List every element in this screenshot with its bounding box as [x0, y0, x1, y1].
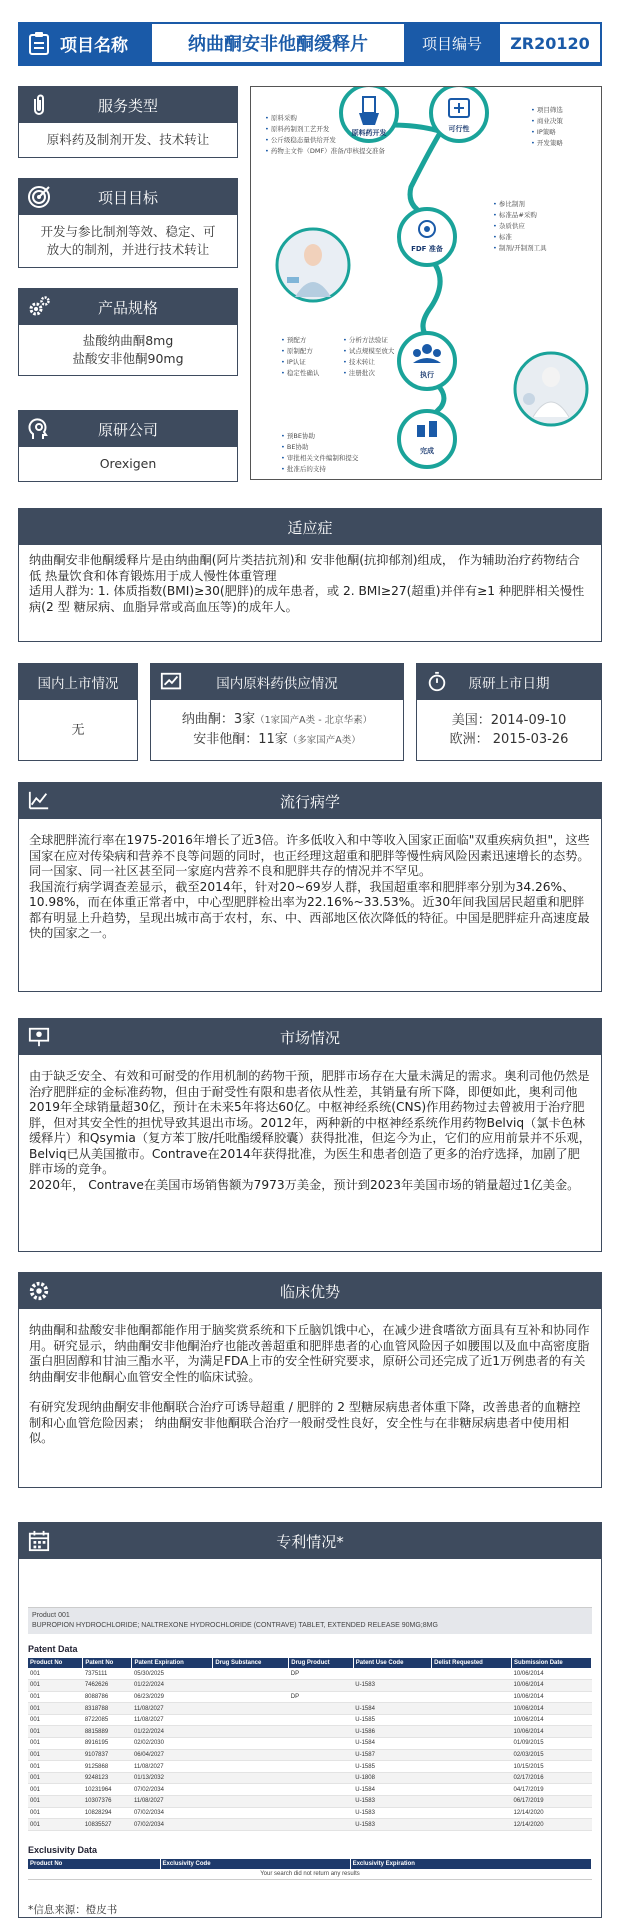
patent-column-header: Submission Date: [512, 1658, 592, 1668]
table-cell: [213, 1714, 289, 1726]
table-cell: U-1586: [353, 1726, 431, 1738]
table-cell: U-1587: [353, 1749, 431, 1761]
table-cell: [213, 1703, 289, 1715]
node-label: FDF 准备: [411, 245, 443, 253]
table-cell: [289, 1807, 354, 1819]
bullet-item: • 商业决策: [531, 116, 597, 127]
table-cell: 7375111: [83, 1668, 132, 1680]
header-divider: [18, 64, 602, 66]
table-cell: 8088786: [83, 1691, 132, 1703]
table-cell: 06/23/2029: [132, 1691, 213, 1703]
epidemiology-paragraph: 我国流行病学调查差显示，截至2014年，针对20~69岁人群，我国超重率和肥胖率分别为34.26%、10.98%，而在体重正常者中，中心型肥胖检出率为22.16%~33.53%。近30年间我国居民超重和肥胖都有明显上升趋势，呈现出城市高于农村，东、中、西部地区依次降低的特征。中国是肥胖症升高速度最快的国家之一。: [29, 879, 590, 940]
table-cell: 001: [28, 1668, 83, 1680]
table-cell: [432, 1819, 512, 1831]
table-cell: [432, 1796, 512, 1808]
table-cell: [353, 1668, 431, 1680]
table-cell: 11/08/2027: [132, 1703, 213, 1715]
line-chart-icon: [28, 790, 50, 812]
exclusivity-column-header: Exclusivity Code: [160, 1859, 350, 1869]
drug-name: 纳曲酮安非他酮缓释片: [150, 22, 406, 64]
epidemiology-section: [18, 782, 602, 992]
bullet-item: • 审批相关文件编制和提交: [281, 453, 399, 464]
table-cell: [432, 1691, 512, 1703]
bullet-item: • 试点规模至放大: [343, 346, 403, 357]
exclusivity-data-title: Exclusivity Data: [28, 1844, 98, 1855]
table-cell: [289, 1819, 354, 1831]
table-cell: U-1808: [353, 1772, 431, 1784]
table-cell: [432, 1738, 512, 1750]
table-cell: [289, 1761, 354, 1773]
table-cell: 02/17/2016: [512, 1772, 592, 1784]
complete-bullets: [281, 431, 399, 475]
product-header: Product 001 BUPROPION HYDROCHLORIDE; NALTREXONE HYDROCHLORIDE (CONTRAVE) TABLET, EXTENDED RELEASE 90MG;8MG: [28, 1607, 592, 1634]
lab-photo-right: [515, 353, 587, 425]
table-cell: [289, 1772, 354, 1784]
product-spec-box: [18, 288, 238, 376]
table-cell: 001: [28, 1772, 83, 1784]
table-cell: 06/04/2027: [132, 1749, 213, 1761]
market-section: [18, 1018, 602, 1252]
target-icon: [27, 185, 51, 209]
table-cell: [213, 1807, 289, 1819]
table-cell: 7462626: [83, 1680, 132, 1692]
table-cell: [289, 1738, 354, 1750]
api-dev-bullets: [265, 113, 401, 157]
domestic-market-title: 国内上市情况: [37, 676, 119, 692]
table-cell: 8722085: [83, 1714, 132, 1726]
gears-icon: [27, 295, 51, 319]
table-cell: 001: [28, 1714, 83, 1726]
market-paragraph: 2020年， Contrave在美国市场销售额为7973万美金，预计到2023年美国市场的销量超过1亿美金。: [29, 1177, 580, 1192]
table-row: [28, 1703, 592, 1715]
stopwatch-icon: [426, 671, 448, 693]
table-cell: 10231964: [83, 1784, 132, 1796]
exclusivity-table: [28, 1859, 592, 1869]
market-title: 市场情况: [279, 1028, 340, 1047]
patent-table-area: [28, 1607, 592, 1897]
clinical-section: [18, 1272, 602, 1488]
table-cell: 02/03/2015: [512, 1749, 592, 1761]
launch-date-title: 原研上市日期: [468, 676, 550, 692]
api-supply-row: 纳曲酮：3家（1家国产A类 - 北京华素）: [181, 712, 373, 727]
table-cell: 001: [28, 1726, 83, 1738]
patent-table: [28, 1658, 592, 1831]
table-cell: [213, 1784, 289, 1796]
execution-bullets-right: [343, 335, 403, 379]
launch-date-line: 欧洲： 2015-03-26: [449, 732, 569, 747]
table-row: [28, 1796, 592, 1808]
table-cell: [213, 1726, 289, 1738]
table-cell: 001: [28, 1680, 83, 1692]
epidemiology-title: 流行病学: [279, 792, 340, 811]
table-cell: 11/08/2027: [132, 1714, 213, 1726]
table-cell: DP: [289, 1691, 354, 1703]
project-label: 项目名称: [18, 22, 150, 64]
table-row: [28, 1668, 592, 1680]
bullet-item: • 注册批次: [343, 368, 403, 379]
api-supply-title: 国内原料药供应情况: [216, 676, 338, 692]
bullet-item: • 预BE协助: [281, 431, 399, 442]
fdf-bullets: [493, 199, 597, 254]
bullet-item: • 技术转让: [343, 357, 403, 368]
indication-paragraph: 纳曲酮安非他酮缓释片是由纳曲酮(阿片类拮抗剂)和 安非他酮(抗抑郁剂)组成， 作为辅助治疗药物结合低 热量饮食和体育锻炼用于成人慢性体重管理: [29, 553, 580, 583]
launch-date-box: [416, 663, 602, 761]
table-cell: [289, 1796, 354, 1808]
table-cell: 02/02/2030: [132, 1738, 213, 1750]
project-goal-line: 开发与参比制剂等效、稳定、可: [40, 224, 216, 239]
table-cell: U-1585: [353, 1714, 431, 1726]
table-cell: 9248123: [83, 1772, 132, 1784]
table-row: [28, 1726, 592, 1738]
table-cell: 01/22/2024: [132, 1726, 213, 1738]
bullet-item: • 稳定性确认: [281, 368, 339, 379]
page-header: [18, 22, 602, 64]
domestic-market-value: 无: [71, 722, 85, 738]
patent-column-header: Patent No: [83, 1658, 132, 1668]
table-cell: 12/14/2020: [512, 1807, 592, 1819]
table-cell: U-1583: [353, 1807, 431, 1819]
clinical-title: 临床优势: [279, 1282, 340, 1301]
originator-title: 原研公司: [97, 420, 158, 439]
table-cell: 05/30/2025: [132, 1668, 213, 1680]
table-cell: 9107837: [83, 1749, 132, 1761]
table-cell: 8815889: [83, 1726, 132, 1738]
table-cell: 10/06/2014: [512, 1680, 592, 1692]
table-row: [28, 1680, 592, 1692]
table-cell: [213, 1680, 289, 1692]
indication-section: [18, 508, 602, 642]
originator-box: [18, 410, 238, 482]
table-cell: [432, 1761, 512, 1773]
table-cell: 001: [28, 1761, 83, 1773]
bullet-item: • 预配方: [281, 335, 339, 346]
table-cell: 10/06/2014: [512, 1703, 592, 1715]
head-gear-icon: [27, 417, 51, 441]
table-cell: [213, 1761, 289, 1773]
bullet-item: • 药物主文件（DMF）准备/审核提交准备: [265, 146, 401, 157]
table-cell: 01/09/2015: [512, 1738, 592, 1750]
lab-photo-left: [277, 229, 349, 301]
clinical-paragraph: 有研究发现纳曲酮安非他酮联合治疗可诱导超重 / 肥胖的 2 型糖尿病患者体重下降，改善患者的血糖控制和心血管危险因素； 纳曲酮安非他酮联合治疗一般耐受性良好，安全性与在非糖尿病患者中使用相似。: [29, 1400, 581, 1445]
table-cell: 11/08/2027: [132, 1761, 213, 1773]
table-cell: [432, 1703, 512, 1715]
table-cell: [213, 1691, 289, 1703]
patent-column-header: Drug Product: [289, 1658, 354, 1668]
table-cell: 10307376: [83, 1796, 132, 1808]
table-cell: [432, 1668, 512, 1680]
clipboard-icon: [28, 31, 50, 55]
patent-title: 专利情况*: [276, 1532, 344, 1551]
table-cell: 07/02/2034: [132, 1819, 213, 1831]
patent-column-header: Patent Expiration: [132, 1658, 213, 1668]
workflow-diagram: [250, 86, 602, 480]
node-execution: [399, 333, 455, 389]
table-cell: [289, 1714, 354, 1726]
table-cell: [432, 1807, 512, 1819]
node-label: 原料药开发: [351, 129, 387, 137]
table-cell: [289, 1703, 354, 1715]
table-cell: [289, 1749, 354, 1761]
table-cell: [213, 1819, 289, 1831]
execution-bullets-left: [281, 335, 339, 379]
table-cell: 001: [28, 1796, 83, 1808]
table-cell: 001: [28, 1784, 83, 1796]
service-type-title: 服务类型: [97, 96, 158, 115]
project-goal-title: 项目目标: [97, 188, 158, 207]
table-cell: U-1585: [353, 1761, 431, 1773]
table-cell: [289, 1784, 354, 1796]
patent-column-header: Delist Requested: [432, 1658, 512, 1668]
table-cell: 01/13/2032: [132, 1772, 213, 1784]
table-cell: [213, 1749, 289, 1761]
bullet-item: • 开发策略: [531, 138, 597, 149]
patent-column-header: Drug Substance: [213, 1658, 289, 1668]
patent-column-header: Patent Use Code: [353, 1658, 431, 1668]
table-cell: 001: [28, 1819, 83, 1831]
table-cell: 9125868: [83, 1761, 132, 1773]
table-cell: 10/15/2015: [512, 1761, 592, 1773]
gear-icon: [28, 1280, 50, 1302]
table-cell: [432, 1784, 512, 1796]
bullet-item: • 原料药制剂工艺开发: [265, 124, 401, 135]
indication-paragraph: 适用人群为: 1. 体质指数(BMI)≥30(肥胖)的成年患者，或 2. BMI≥27(超重)并伴有≥1 种肥胖相关慢性病(2 型 糖尿病、血脂异常或高血压等)的成年人。: [29, 584, 585, 614]
code-label: 项目编号: [406, 22, 498, 64]
bullet-item: • IP认证: [281, 357, 339, 368]
calendar-icon: [28, 1530, 50, 1552]
project-goal-line: 放大的制剂，并进行技术转让: [46, 242, 210, 257]
table-cell: 8916195: [83, 1738, 132, 1750]
table-cell: 10835527: [83, 1819, 132, 1831]
table-cell: U-1583: [353, 1796, 431, 1808]
service-type-value: 原料药及制剂开发、技术转让: [46, 132, 210, 147]
node-label: 可行性: [448, 125, 470, 133]
product-spec-title: 产品规格: [97, 298, 158, 317]
table-cell: 10/06/2014: [512, 1691, 592, 1703]
table-cell: [213, 1738, 289, 1750]
presentation-icon: [28, 1026, 50, 1048]
market-paragraph: 由于缺乏安全、有效和可耐受的作用机制的药物干预，肥胖市场存在大量未满足的需求。奥利司他仍然是治疗肥胖症的金标准药物，但由于耐受性有限和患者依从性差，其销量有所下降，即便如此，奥利司他2019年全球销量超30亿，预计在未来5年将达60亿。中枢神经系统(CNS)作用药物过去曾被用于治疗肥胖，但对其安全性的担忧导致其退出市场。2012年，两种新的中枢神经系统作用药物Belviq（氯卡色林缓释片）和Qsymia（复方苯丁胺/托吡酯缓释胶囊）获得批准，但迄今为止，它们的应用前景并不乐观，Belviq已从美国撤市。Contrave在2014年获得批准，为医生和患者创造了更多的治疗选择，加剧了肥胖市场的竞争。: [29, 1069, 591, 1176]
table-row: [28, 1749, 592, 1761]
exclusivity-column-header: Product No: [28, 1859, 160, 1869]
bullet-item: • 原料采购: [265, 113, 401, 124]
node-feasibility: [431, 87, 487, 141]
table-row: [28, 1772, 592, 1784]
table-cell: 11/08/2027: [132, 1796, 213, 1808]
project-code: ZR20120: [498, 22, 602, 64]
table-cell: [289, 1726, 354, 1738]
exclusivity-column-header: Exclusivity Expiration: [350, 1859, 591, 1869]
table-cell: [213, 1668, 289, 1680]
service-type-box: [18, 86, 238, 158]
table-cell: 001: [28, 1738, 83, 1750]
bullet-item: • 项目筛选: [531, 105, 597, 116]
product-spec-line: 盐酸纳曲酮8mg: [82, 333, 174, 348]
table-row: [28, 1691, 592, 1703]
table-cell: [432, 1680, 512, 1692]
table-cell: 10/06/2014: [512, 1668, 592, 1680]
indication-title: 适应症: [287, 518, 333, 537]
table-cell: 07/02/2034: [132, 1784, 213, 1796]
bullet-item: • 参比制剂: [493, 199, 597, 210]
table-cell: U-1583: [353, 1680, 431, 1692]
feasibility-bullets: [531, 105, 597, 149]
bullet-item: • 原制配方: [281, 346, 339, 357]
patent-data-title: Patent Data: [28, 1644, 78, 1654]
bullet-item: • 杂质供应: [493, 221, 597, 232]
table-cell: [432, 1726, 512, 1738]
node-label: 完成: [420, 447, 434, 455]
exclusivity-empty-message: Your search did not return any results: [28, 1869, 592, 1880]
source-note: *信息来源：橙皮书: [28, 1904, 118, 1916]
table-cell: 001: [28, 1691, 83, 1703]
table-cell: 06/17/2019: [512, 1796, 592, 1808]
originator-value: Orexigen: [99, 456, 157, 471]
table-cell: [432, 1772, 512, 1784]
table-cell: 07/02/2034: [132, 1807, 213, 1819]
table-cell: 10/06/2014: [512, 1714, 592, 1726]
trend-chart-icon: [160, 671, 182, 693]
table-row: [28, 1819, 592, 1831]
api-supply-row: 安非他酮：11家（多家国产A类）: [193, 732, 361, 747]
table-cell: [213, 1796, 289, 1808]
patent-column-header: Product No: [28, 1658, 83, 1668]
table-row: [28, 1761, 592, 1773]
table-cell: 001: [28, 1807, 83, 1819]
bullet-item: • 公斤级稳态量供给开发: [265, 135, 401, 146]
bullet-item: • 制剂/开制剂工具: [493, 243, 597, 254]
table-cell: 001: [28, 1703, 83, 1715]
node-fdf-prep: [399, 209, 455, 265]
project-goal-box: [18, 178, 238, 268]
table-cell: 10/06/2014: [512, 1726, 592, 1738]
bullet-item: • BE协助: [281, 442, 399, 453]
clinical-paragraph: 纳曲酮和盐酸安非他酮都能作用于脑奖赏系统和下丘脑饥饿中心，在减少进食嗜欲方面具有互补和协同作用。研究显示，纳曲酮安非他酮治疗也能改善超重和肥胖患者的心血管风险因子如腰围以及血中高密度脂蛋白胆固醇和甘油三酯水平，为满足FDA上市的安全性研究要求，原研公司还完成了近1万例患者的有关纳曲酮安非他酮心血管安全性的临床试验。: [29, 1323, 590, 1384]
bullet-item: • 分析方法验证: [343, 335, 403, 346]
api-supply-box: [150, 663, 404, 761]
epidemiology-paragraph: 全球肥胖流行率在1975-2016年增长了近3倍。许多低收入和中等收入国家正面临"双重疾病负担"，这些国家在应对传染病和营养不良等问题的同时，也正经理这超重和肥胖等慢性病风险因素迅速增长的态势。同一国家、同一社区甚至同一家庭内营养不良和肥胖共存的情况并不罕见。: [29, 833, 590, 878]
table-row: [28, 1714, 592, 1726]
bullet-item: • 标准品#采购: [493, 210, 597, 221]
table-row: [28, 1784, 592, 1796]
table-cell: U-1584: [353, 1784, 431, 1796]
table-row: [28, 1807, 592, 1819]
product-spec-line: 盐酸安非他酮90mg: [72, 351, 184, 366]
table-cell: U-1584: [353, 1738, 431, 1750]
node-label: 执行: [420, 371, 434, 379]
table-cell: [353, 1691, 431, 1703]
bullet-item: • 标准: [493, 232, 597, 243]
node-complete: [399, 411, 455, 467]
table-cell: U-1583: [353, 1819, 431, 1831]
bullet-item: • 批准后的支持: [281, 464, 399, 475]
table-cell: 04/17/2019: [512, 1784, 592, 1796]
paperclip-icon: [27, 93, 51, 117]
table-cell: [289, 1680, 354, 1692]
table-cell: 12/14/2020: [512, 1819, 592, 1831]
table-cell: U-1584: [353, 1703, 431, 1715]
bullet-item: • IP策略: [531, 127, 597, 138]
table-cell: [432, 1749, 512, 1761]
table-cell: 10828294: [83, 1807, 132, 1819]
launch-date-line: 美国：2014-09-10: [451, 713, 567, 728]
domestic-market-box: [18, 663, 138, 761]
table-cell: 8318788: [83, 1703, 132, 1715]
table-row: [28, 1738, 592, 1750]
table-cell: 01/22/2024: [132, 1680, 213, 1692]
table-cell: 001: [28, 1749, 83, 1761]
table-cell: [213, 1772, 289, 1784]
table-cell: DP: [289, 1668, 354, 1680]
table-cell: [432, 1714, 512, 1726]
